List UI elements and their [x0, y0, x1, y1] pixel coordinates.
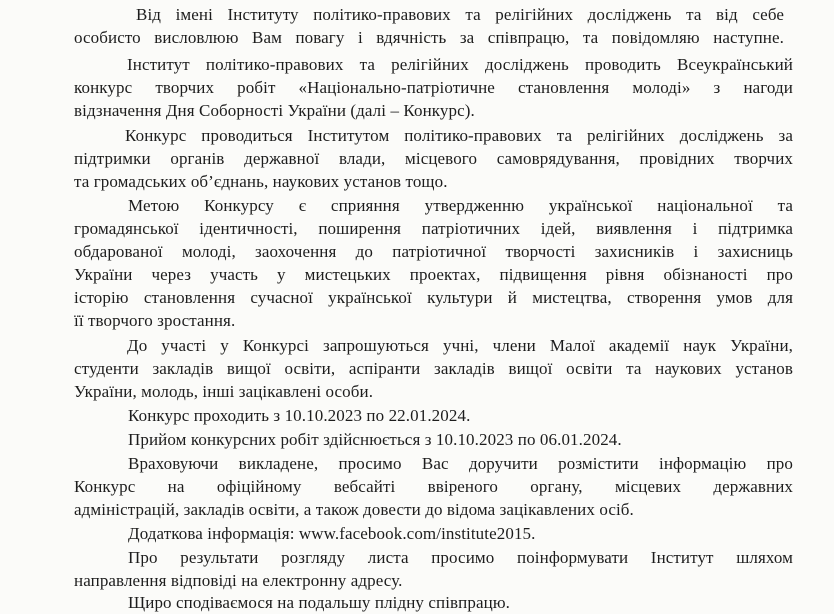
paragraph-line: особисто висловлюю Вам повагу і вдячність за співпрацю, та повідомляю наступне.: [74, 28, 784, 47]
paragraph-line: обдарованої молоді, заохочення до патріотичної творчості захисників і захисниць: [74, 242, 793, 261]
paragraph-line: її творчого зростання.: [74, 311, 236, 330]
paragraph-line: Прийом конкурсних робіт здійснюється з 10.10.2023 по 06.01.2024.: [128, 430, 622, 449]
paragraph-line: адміністрацій, закладів освіти, а також довести до відома зацікавлених осіб.: [74, 500, 634, 519]
paragraph-line: України через участь у мистецьких проектах, підвищення рівня обізнаності про: [74, 265, 793, 284]
paragraph-line: громадянської ідентичності, поширення патріотичних ідей, виявлення і підтримка: [74, 219, 793, 238]
paragraph-line: Щиро сподіваємося на подальшу плідну співпрацю.: [128, 593, 510, 612]
paragraph-line: До участі у Конкурсі запрошуються учні, члени Малої академії наук України,: [127, 336, 793, 355]
paragraph-line: України, молодь, інші зацікавлені особи.: [74, 382, 374, 401]
paragraph-line: відзначення Дня Соборності України (далі – Конкурс).: [74, 101, 475, 120]
paragraph-line: Конкурс проводиться Інститутом політико-правових та релігійних досліджень за: [125, 126, 793, 145]
paragraph-line: конкурс творчих робіт «Національно-патріотичне становлення молоді» з нагоди: [74, 78, 793, 97]
paragraph-line: історію становлення сучасної української культури й мистецтва, створення умов для: [74, 288, 793, 307]
paragraph-line: направлення відповіді на електронну адресу.: [74, 571, 403, 590]
paragraph-line: Метою Конкурсу є сприяння утвердженню української національної та: [128, 196, 793, 215]
paragraph-line: Конкурс проходить з 10.10.2023 по 22.01.2024.: [128, 406, 471, 425]
paragraph-line: Конкурс на офіційному вебсайті ввіреного органу, місцевих державних: [74, 477, 793, 496]
paragraph-line: Додаткова інформація: www.facebook.com/institute2015.: [128, 524, 536, 543]
paragraph-line: підтримки органів державної влади, місцевого самоврядування, провідних творчих: [74, 149, 793, 168]
paragraph-line: студенти закладів вищої освіти, аспіранти закладів вищої освіти та наукових установ: [74, 359, 793, 378]
paragraph-line: Про результати розгляду листа просимо поінформувати Інститут шляхом: [128, 548, 793, 567]
paragraph-line: Інститут політико-правових та релігійних досліджень проводить Всеукраїнський: [127, 55, 793, 74]
paragraph-line: Враховуючи викладене, просимо Вас доручити розмістити інформацію про: [128, 454, 793, 473]
paragraph-line: Від імені Інституту політико-правових та релігійних досліджень та від себе: [136, 5, 784, 24]
paragraph-line: та громадських об’єднань, наукових установ тощо.: [74, 172, 448, 191]
